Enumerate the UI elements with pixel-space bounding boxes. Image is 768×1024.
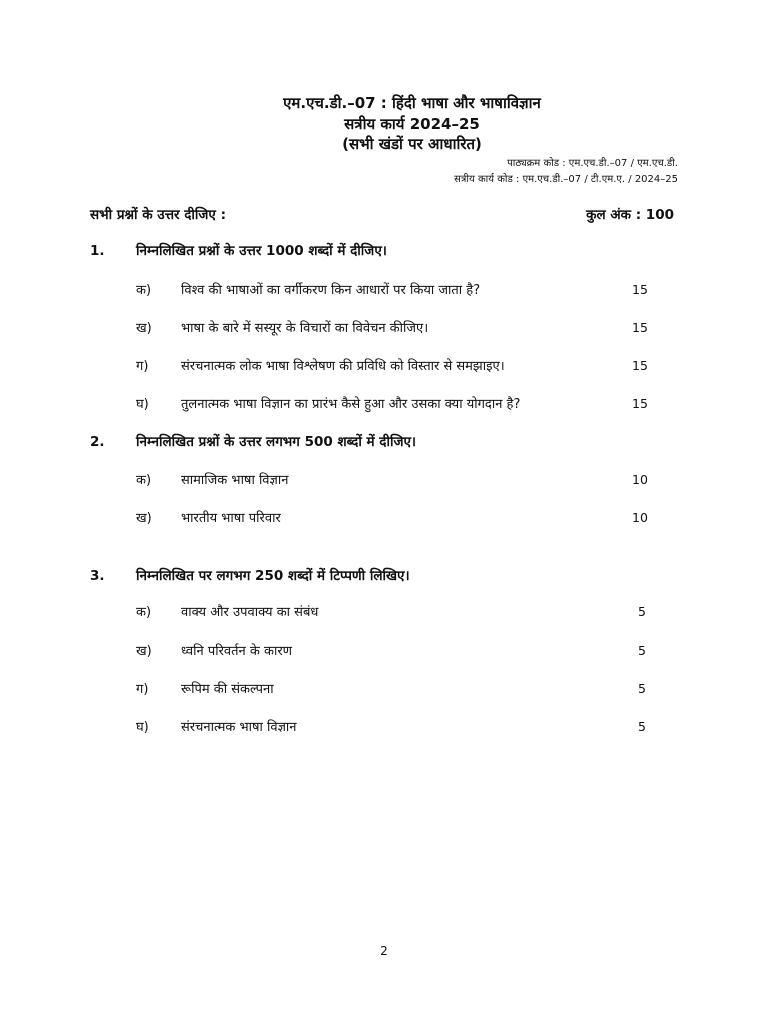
document-note: (सभी खंडों पर आधारित)	[342, 135, 482, 153]
item-text: भारतीय भाषा परिवार	[181, 511, 281, 526]
item-label: क)	[136, 283, 152, 298]
question-prompt: निम्नलिखित पर लगभग 250 शब्दों में टिप्पणी लिखिए।	[136, 568, 410, 584]
item-marks: 15	[632, 358, 648, 373]
item-marks: 15	[632, 282, 648, 297]
course-code: पाठ्यक्रम कोड : एम.एच.डी.–07 / एम.एच.डी.	[507, 158, 678, 169]
question-number: 2.	[90, 434, 105, 450]
item-marks: 5	[638, 643, 646, 658]
item-label: ख)	[136, 321, 152, 336]
item-text: वाक्य और उपवाक्य का संबंध	[181, 605, 319, 620]
item-label: क)	[136, 605, 152, 620]
item-marks: 10	[632, 510, 648, 525]
question-prompt: निम्नलिखित प्रश्नों के उत्तर 1000 शब्दों में दीजिए।	[136, 243, 387, 259]
instructions-text: सभी प्रश्नों के उत्तर दीजिए :	[90, 207, 226, 223]
item-text: संरचनात्मक भाषा विज्ञान	[181, 720, 297, 735]
document-subtitle: सत्रीय कार्य 2024–25	[344, 115, 480, 133]
item-text: संरचनात्मक लोक भाषा विश्लेषण की प्रविधि को विस्तार से समझाइए।	[181, 359, 505, 374]
item-label: क)	[136, 473, 152, 488]
item-text: सामाजिक भाषा विज्ञान	[181, 473, 289, 488]
item-marks: 5	[638, 719, 646, 734]
total-marks: कुल अंक : 100	[586, 207, 674, 223]
item-label: ग)	[136, 682, 149, 697]
item-text: तुलनात्मक भाषा विज्ञान का प्रारंभ कैसे हुआ और उसका क्या योगदान है?	[181, 397, 521, 412]
item-marks: 5	[638, 604, 646, 619]
item-label: ग)	[136, 359, 149, 374]
item-label: घ)	[136, 720, 149, 735]
question-number: 1.	[90, 243, 105, 259]
item-text: ध्वनि परिवर्तन के कारण	[181, 644, 293, 659]
item-marks: 15	[632, 320, 648, 335]
item-label: घ)	[136, 397, 149, 412]
item-text: रूपिम की संकल्पना	[181, 682, 274, 697]
item-label: ख)	[136, 644, 152, 659]
item-marks: 15	[632, 396, 648, 411]
item-marks: 10	[632, 472, 648, 487]
item-text: भाषा के बारे में सस्यूर के विचारों का विवेचन कीजिए।	[181, 321, 429, 336]
item-label: ख)	[136, 511, 152, 526]
question-prompt: निम्नलिखित प्रश्नों के उत्तर लगभग 500 शब्दों में दीजिए।	[136, 434, 417, 450]
assignment-code: सत्रीय कार्य कोड : एम.एच.डी.–07 / टी.एम.ए. / 2024–25	[454, 174, 678, 185]
question-number: 3.	[90, 568, 105, 584]
document-title: एम.एच.डी.–07 : हिंदी भाषा और भाषाविज्ञान	[283, 94, 541, 112]
page-number: 2	[380, 944, 388, 958]
item-marks: 5	[638, 681, 646, 696]
item-text: विश्व की भाषाओं का वर्गीकरण किन आधारों पर किया जाता है?	[181, 283, 481, 298]
